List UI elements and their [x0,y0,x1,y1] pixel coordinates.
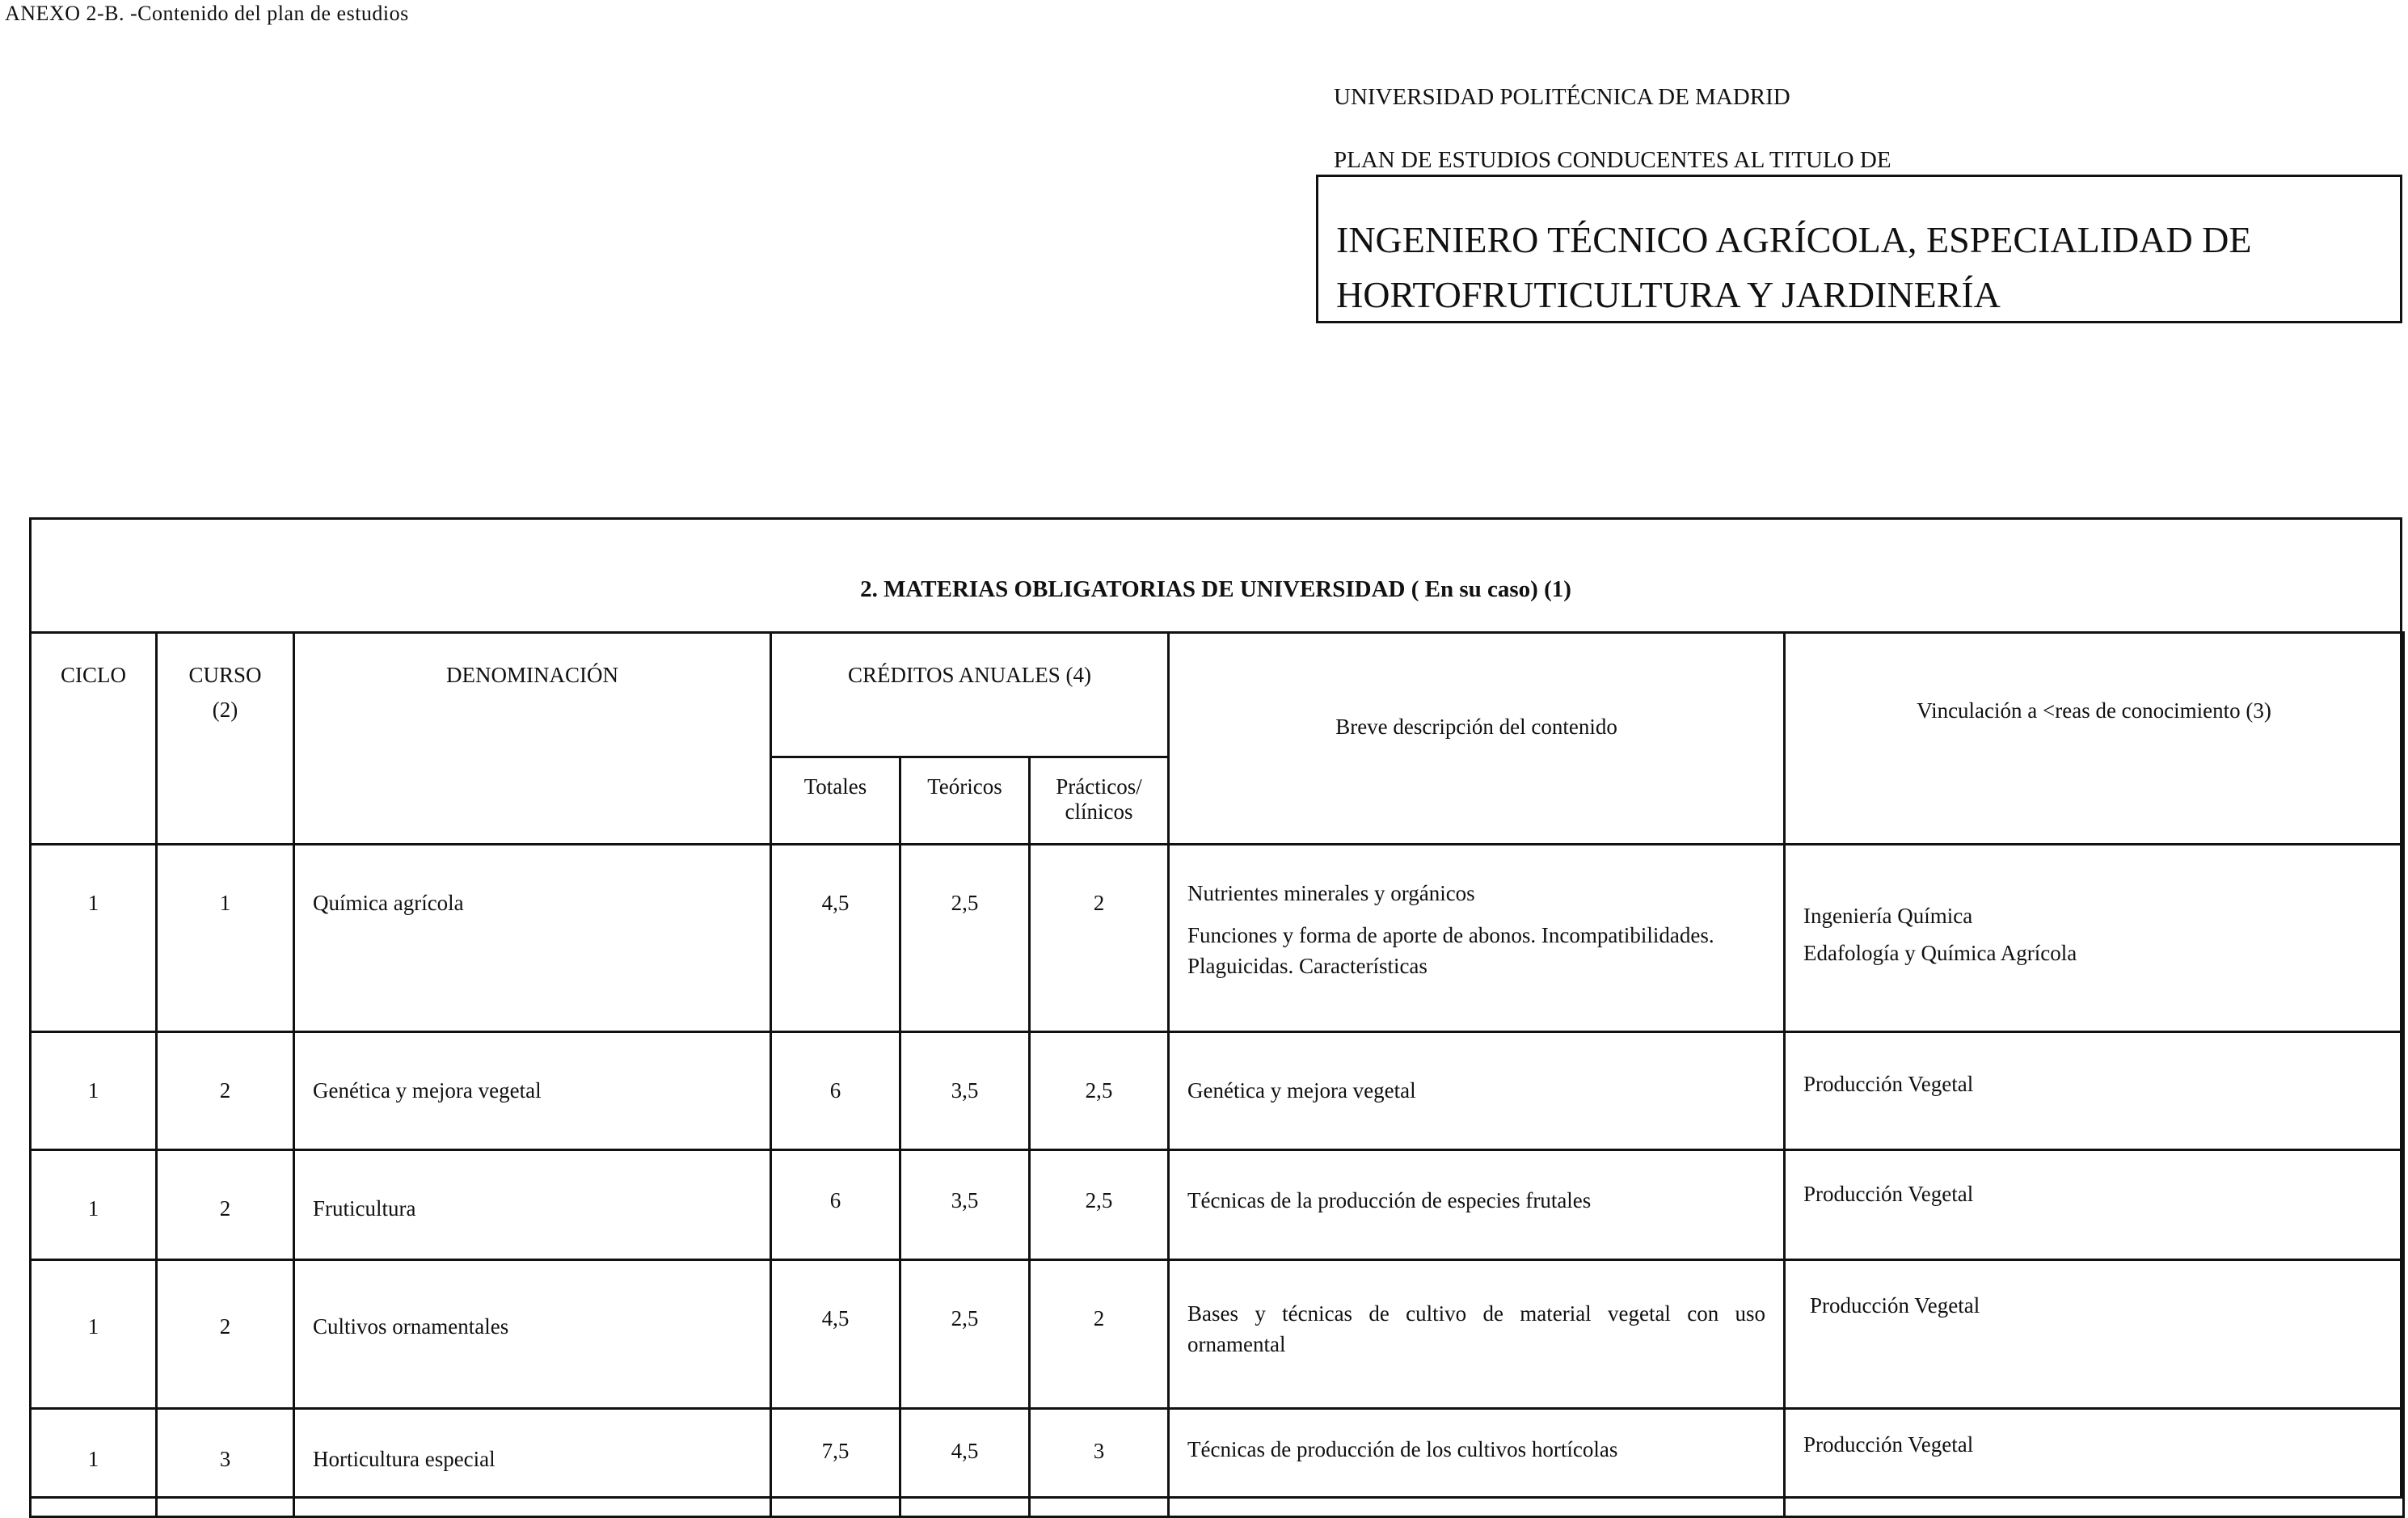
cell-totales: 4,5 [771,845,900,1032]
cell-denominacion: Cultivos ornamentales [294,1260,771,1409]
cell-vinculacion: Producción Vegetal [1785,1032,2404,1150]
cell-denominacion: Fruticultura [294,1150,771,1260]
cell-teoricos: 3,5 [900,1032,1030,1150]
cell-curso: 3 [157,1409,294,1517]
plan-label: PLAN DE ESTUDIOS CONDUCENTES AL TITULO DE [1334,147,1891,173]
cell-vinculacion: Ingeniería Química Edafología y Química Agrícola [1785,845,2404,1032]
cell-totales: 6 [771,1150,900,1260]
col-header-denominacion: DENOMINACIÓN [294,633,771,845]
degree-title-box [1316,175,2402,323]
cell-ciclo: 1 [31,1032,157,1150]
cell-totales: 7,5 [771,1409,900,1517]
cell-vinculacion: Producción Vegetal [1785,1260,2404,1409]
degree-title-line2: HORTOFRUTICULTURA Y JARDINERÍA [1336,274,2001,315]
cell-denominacion: Química agrícola [294,845,771,1032]
cell-practicos: 2 [1030,1260,1169,1409]
cell-curso: 2 [157,1260,294,1409]
header-row [31,633,2404,757]
cell-descripcion: Bases y técnicas de cultivo de material vegetal con uso ornamental [1169,1260,1785,1409]
cell-practicos: 3 [1030,1409,1169,1517]
cell-curso: 2 [157,1032,294,1150]
cell-teoricos: 3,5 [900,1150,1030,1260]
cell-curso: 2 [157,1150,294,1260]
cell-descripcion: Técnicas de producción de los cultivos hortícolas [1169,1409,1785,1517]
degree-title-line1: INGENIERO TÉCNICO AGRÍCOLA, ESPECIALIDAD DE [1336,219,2252,260]
cell-ciclo: 1 [31,1150,157,1260]
cell-practicos: 2,5 [1030,1032,1169,1150]
cell-teoricos: 2,5 [900,1260,1030,1409]
col-header-descripcion: Breve descripción del contenido [1169,633,1785,845]
table-row [31,845,2404,1032]
cell-denominacion: Horticultura especial [294,1409,771,1517]
subjects-table-container [29,517,2402,1499]
col-header-ciclo: CICLO [31,633,157,845]
cell-denominacion: Genética y mejora vegetal [294,1032,771,1150]
cell-descripcion: Genética y mejora vegetal [1169,1032,1785,1150]
annex-label: ANEXO 2-B. -Contenido del plan de estudios [5,2,409,25]
cell-curso: 1 [157,845,294,1032]
cell-ciclo: 1 [31,845,157,1032]
table-heading: 2. MATERIAS OBLIGATORIAS DE UNIVERSIDAD ( En su caso) (1) [860,576,1571,602]
cell-descripcion: Nutrientes minerales y orgánicos Funciones y forma de aporte de abonos. Incompatibilidades. Plaguicidas. Características [1169,845,1785,1032]
col-header-totales: Totales [771,757,900,845]
col-header-curso-note: (2) [212,698,238,722]
col-header-teoricos: Teóricos [900,757,1030,845]
cell-ciclo: 1 [31,1260,157,1409]
col-header-curso: CURSO (2) [157,633,294,845]
table-row [31,1409,2404,1517]
col-header-practicos: Prácticos/ clínicos [1030,757,1169,845]
table-row [31,1260,2404,1409]
cell-vinculacion: Producción Vegetal [1785,1150,2404,1260]
col-header-vinculacion: Vinculación a <reas de conocimiento (3) [1785,633,2404,845]
cell-vinculacion: Producción Vegetal [1785,1409,2404,1517]
table-row [31,1032,2404,1150]
cell-totales: 6 [771,1032,900,1150]
cell-descripcion: Técnicas de la producción de especies frutales [1169,1150,1785,1260]
col-header-creditos: CRÉDITOS ANUALES (4) [771,633,1169,757]
cell-ciclo: 1 [31,1409,157,1517]
cell-practicos: 2,5 [1030,1150,1169,1260]
cell-practicos: 2 [1030,845,1169,1032]
cell-totales: 4,5 [771,1260,900,1409]
cell-teoricos: 4,5 [900,1409,1030,1517]
table-row [31,1150,2404,1260]
university-name: UNIVERSIDAD POLITÉCNICA DE MADRID [1334,84,1790,110]
subjects-table [29,631,2405,1518]
cell-teoricos: 2,5 [900,845,1030,1032]
